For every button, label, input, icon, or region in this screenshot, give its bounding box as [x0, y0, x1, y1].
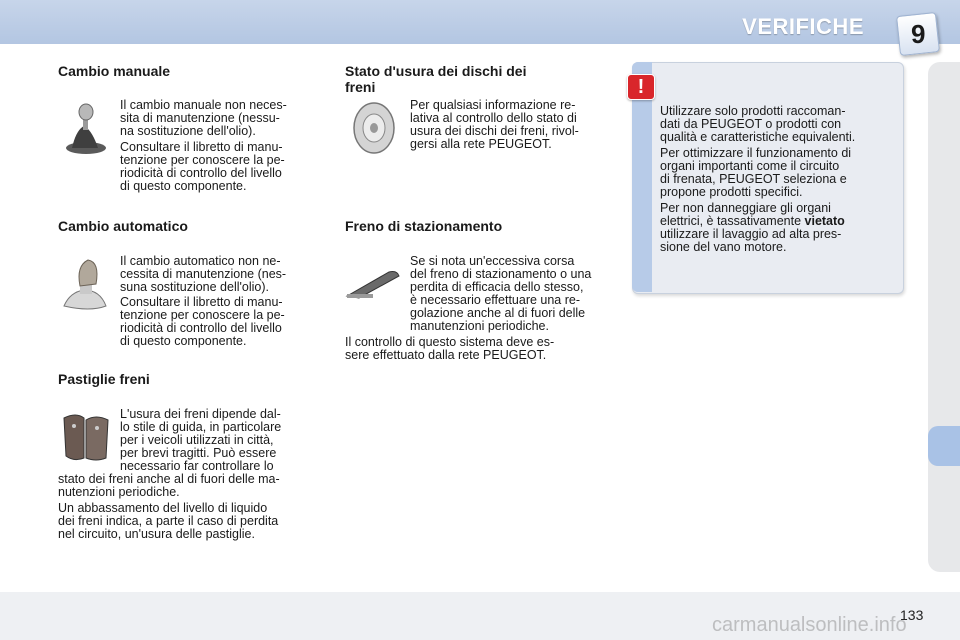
pastiglie-freni-text-1: L'usura dei freni dipende dal- lo stile di guida, in particolare per i veicoli utilizzati in città, per brevi tragitti. Può essere necessario far controllare lo stato dei freni anche al di fuori delle ma- nutenzioni periodiche.	[58, 407, 282, 499]
page-number: 133	[900, 607, 924, 623]
heading-freno-stazionamento: Freno di stazionamento	[345, 218, 503, 234]
cambio-automatico-text-2: Consultare il libretto di manu- tenzione per conoscere la pe- riodicità di controllo del livello di questo componente.	[120, 295, 285, 348]
watermark: carmanualsonline.info	[712, 614, 907, 636]
cambio-manuale-text-1: Il cambio manuale non neces- sita di manutenzione (nessu- na sostituzione dell'olio).	[120, 98, 287, 138]
warning-text-1: Utilizzare solo prodotti raccoman- dati da PEUGEOT o prodotti con qualità e caratteristiche equivalenti.	[660, 104, 856, 144]
warning-text-3: Per non danneggiare gli organi elettrici, è tassativamente vietato utilizzare il lavaggio ad alta pres- sione del vano motore.	[660, 201, 845, 254]
warning-emphasis: vietato	[804, 214, 845, 228]
freno-stazionamento-text-2: Il controllo di questo sistema deve es- sere effettuato dalla rete PEUGEOT.	[345, 335, 555, 362]
chapter-number: 9	[910, 18, 926, 49]
pastiglie-freni-text-2: Un abbassamento del livello di liquido dei freni indica, a parte il caso di perdita nel circuito, un'usura delle pastiglie.	[58, 501, 279, 541]
warning-text-2: Per ottimizzare il funzionamento di organi importanti come il circuito di frenata, PEUGEOT seleziona e propone prodotti specifici.	[660, 146, 852, 199]
page-title: VERIFICHE	[742, 14, 864, 39]
cambio-manuale-text-2: Consultare il libretto di manu- tenzione per conoscere la pe- riodicità di controllo del livello di questo componente.	[120, 140, 285, 193]
dischi-freni-text: Per qualsiasi informazione re- lativa al controllo dello stato di usura dei dischi dei freni, rivol- gersi alla rete PEUGEOT.	[410, 98, 579, 151]
heading-dischi-freni: Stato d'usura dei dischi dei freni	[345, 63, 527, 95]
gear-lever-icon	[62, 100, 108, 156]
heading-cambio-manuale: Cambio manuale	[58, 63, 171, 79]
side-tab-rail	[928, 62, 960, 572]
exclamation-icon: !	[627, 74, 655, 100]
chapter-badge	[896, 12, 940, 56]
automatic-shifter-icon	[60, 256, 110, 314]
handbrake-icon	[345, 266, 401, 300]
heading-pastiglie-freni: Pastiglie freni	[58, 371, 150, 387]
active-chapter-tab[interactable]	[928, 426, 960, 466]
heading-cambio-automatico: Cambio automatico	[58, 218, 188, 234]
freno-stazionamento-text-1: Se si nota un'eccessiva corsa del freno di stazionamento o una perdita di efficacia dello stesso, è necessario effettuare una re- golazione anche al di fuori delle manutenzioni periodiche.	[410, 254, 592, 333]
brake-disc-icon	[350, 100, 400, 156]
cambio-automatico-text-1: Il cambio automatico non ne- cessita di manutenzione (nes- suna sostituzione dell'olio).	[120, 254, 287, 294]
